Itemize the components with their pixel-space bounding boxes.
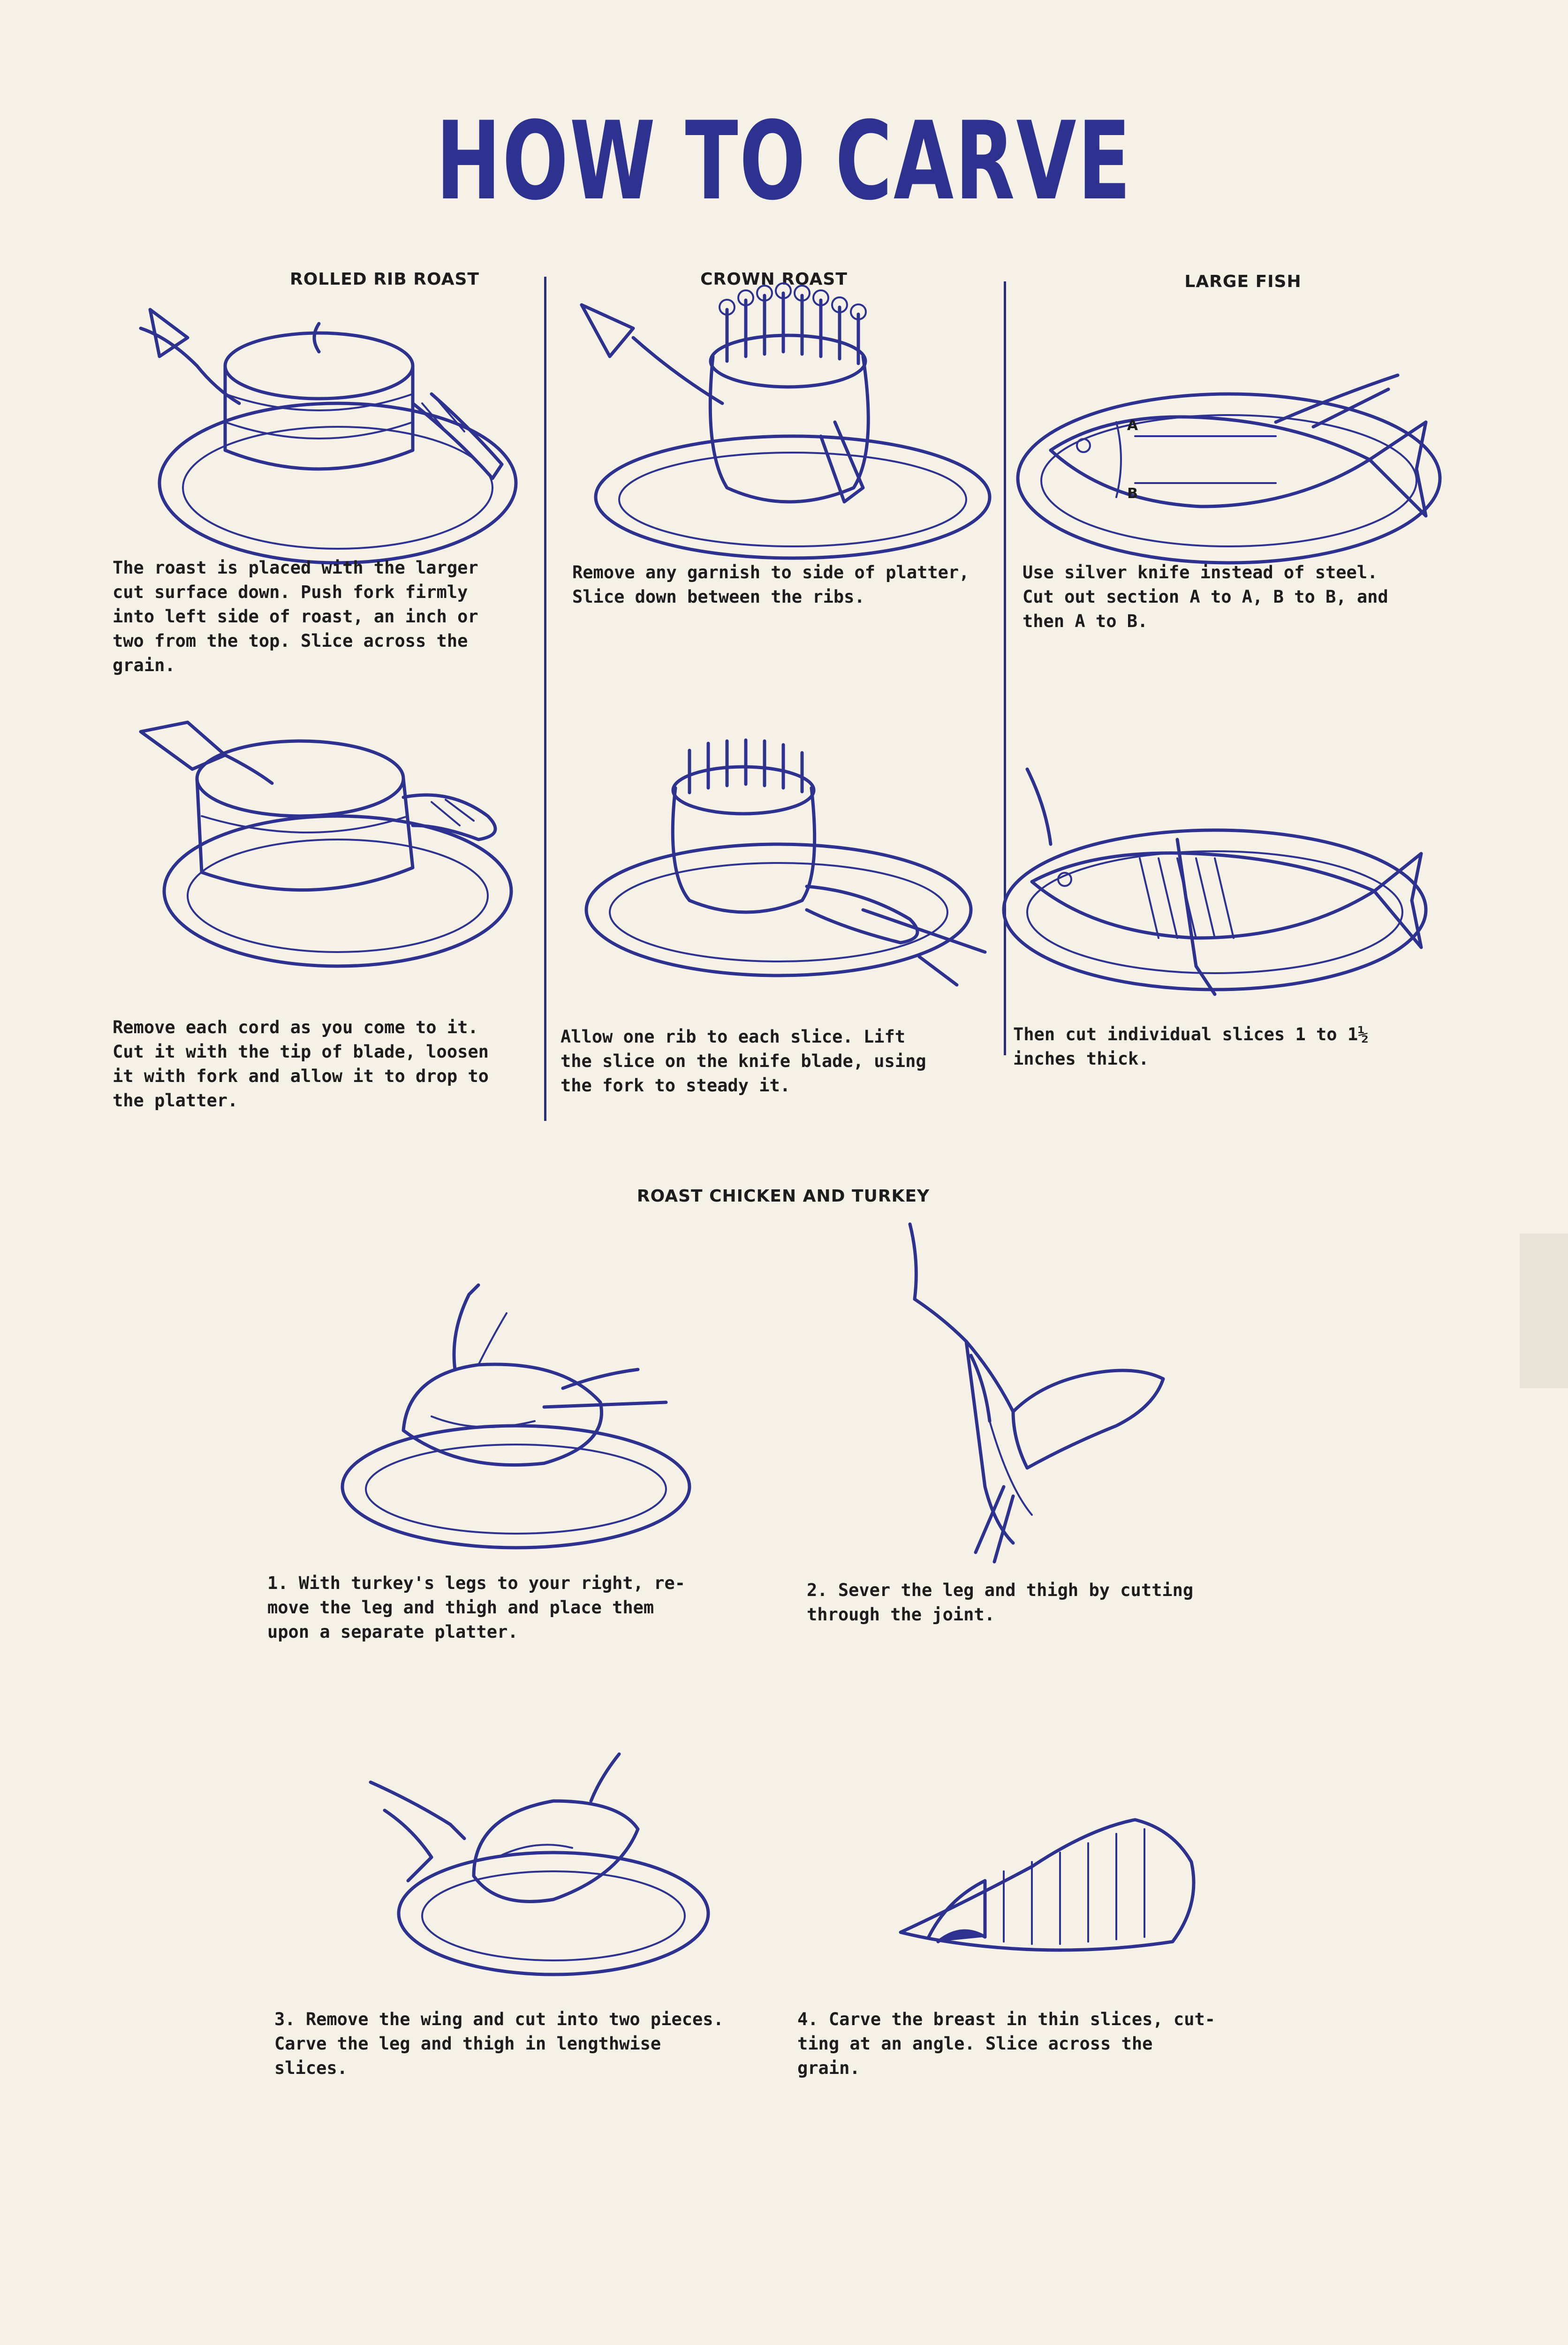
poultry-caption-1: 1. With turkey's legs to your right, re- move the leg and thigh and place them upon a separate platter.	[267, 1573, 686, 1642]
large-fish-caption-2: Then cut individual slices 1 to 1½ inches thick.	[1013, 1024, 1369, 1069]
page-title: HOW TO CARVE	[436, 99, 1132, 224]
large-fish-illustration-2	[999, 769, 1431, 1022]
poultry-caption-2: 2. Sever the leg and thigh by cutting through the joint.	[807, 1580, 1194, 1625]
poultry-illustration-2	[872, 1224, 1229, 1581]
rolled-rib-heading: ROLLED RIB ROAST	[289, 270, 479, 289]
fish-label-b: B	[1127, 485, 1138, 502]
divider-left	[544, 277, 546, 1121]
poultry-illustration-1	[338, 1266, 694, 1557]
rolled-rib-caption-2: Remove each cord as you come to it. Cut it with the tip of blade, loosen it with fork and allow it to drop to the platter.	[113, 1017, 489, 1111]
page-edge-tab	[1520, 1233, 1568, 1388]
rolled-rib-caption-1: The roast is placed with the larger cut surface down. Push fork firmly into left side of roast, an inch or two from the top. Slice across the grain.	[113, 558, 478, 675]
crown-roast-illustration-1	[572, 281, 994, 563]
poultry-illustration-3	[356, 1735, 713, 1998]
poultry-caption-3: 3. Remove the wing and cut into two pieces. Carve the leg and thigh in lengthwise slices.	[274, 2009, 724, 2078]
large-fish-heading: LARGE FISH	[1184, 272, 1302, 291]
poultry-heading: ROAST CHICKEN AND TURKEY	[636, 1187, 930, 1206]
fish-label-a: A	[1127, 417, 1139, 434]
poultry-illustration-4	[891, 1810, 1220, 1960]
crown-roast-illustration-2	[582, 732, 1004, 994]
rolled-rib-illustration-1	[131, 310, 544, 572]
large-fish-illustration-1	[1013, 366, 1445, 572]
crown-roast-caption-1: Remove any garnish to side of platter, Slice down between the ribs.	[572, 562, 970, 607]
large-fish-caption-1: Use silver knife instead of steel. Cut out section A to A, B to B, and then A to B.	[1023, 562, 1388, 631]
crown-roast-heading: CROWN ROAST	[700, 270, 848, 289]
rolled-rib-illustration-2	[131, 713, 544, 976]
poultry-caption-4: 4. Carve the breast in thin slices, cut- ting at an angle. Slice across the grain.	[797, 2009, 1216, 2078]
crown-roast-caption-2: Allow one rib to each slice. Lift the slice on the knife blade, using the fork to steady it.	[561, 1027, 926, 1096]
